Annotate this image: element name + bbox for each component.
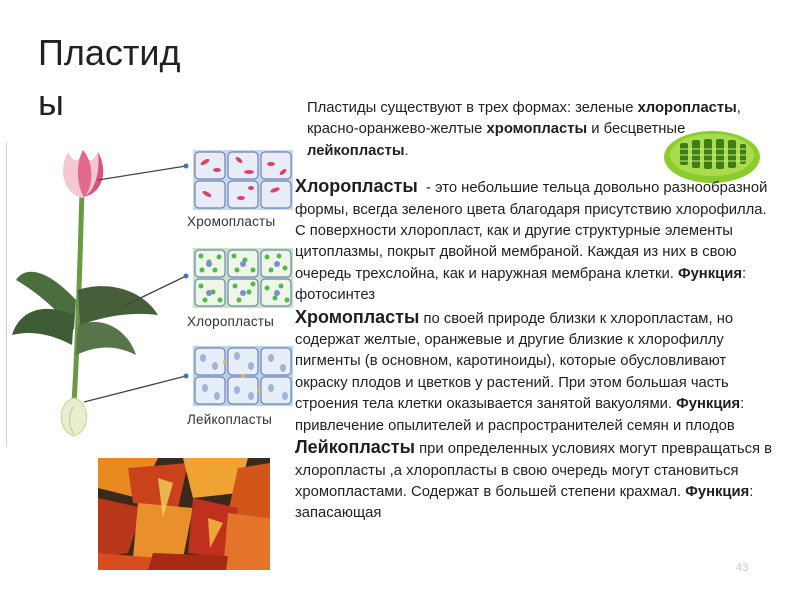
slide-title: Пластиды	[38, 32, 181, 123]
figure-border	[6, 142, 7, 447]
leucoplast-cells-image	[193, 346, 293, 406]
chromoplasts-body: по своей природе близки к хлоропластам, но содержат желтые, оранжевые и другие близкие к хлорофиллу пигменты (в основном, каротиноиды), которые обусловливают окраску плодов и цветков у растений. При этом большая часть строения тела клетки оказывается занятой вакуолями.	[295, 310, 734, 413]
chloroplasts-paragraph: Хлоропласты - это небольшие тельца довольно разнообразной формы, всегда зеленого цвета благодаря присутствию хлорофилла. С поверхности хлоропласт, как и другие структурные элементы цитоплазмы, покрыт двойной мембраной. Каждая из них в свою очередь трехслойна, как и наружная мембрана клетки. Функция: фотосинтез	[295, 176, 772, 304]
chloroplasts-function-text: фотосинтез	[295, 287, 376, 304]
leucoplasts-label: Лейкопласты	[187, 412, 273, 427]
leucoplasts-paragraph: Лейкопласты при определенных условиях могут превращаться в хлоропласты ,а хлоропласты в свою очередь могут становиться хромопластами. Содержат в большей степени крахмал. Функция: запасающая	[295, 437, 772, 522]
leucoplasts-function-label: Функция	[685, 483, 750, 500]
intro-chloro-term: хлоропласты	[637, 100, 737, 116]
leaf-left-lower-icon	[12, 309, 74, 345]
leucoplasts-function-text: запасающая	[295, 505, 382, 522]
bulb-icon	[61, 398, 87, 436]
chromoplast-cells-image	[193, 150, 293, 210]
intro-leuco-term: лейкопласты	[307, 142, 405, 159]
autumn-leaves-image	[98, 458, 270, 570]
chromoplasts-function-label: Функция	[676, 396, 741, 413]
chloroplasts-body: - это небольшие тельца довольно разнообразной формы, всегда зеленого цвета благодаря присутствию хлорофилла. С поверхности хлоропласт, как и другие структурные элементы цитоплазмы, покрыт двойной мембраной. Каждая из них в свою очередь трехслойна, как и наружная мембрана клетки.	[295, 180, 772, 282]
intro-text-2: , красно-оранжево-желтые	[307, 100, 741, 138]
chromoplasts-function-text: привлечение опылителей и распространителей семян и плодов	[295, 417, 735, 434]
chloroplasts-label: Хлоропласты	[187, 314, 275, 329]
leaf-right-lower-icon	[76, 322, 136, 355]
page-number: 43	[736, 562, 749, 574]
chromoplasts-label: Хромопласты	[187, 214, 276, 229]
intro-text-1: Пластиды существуют в трех формах: зеленые	[307, 100, 634, 116]
text-block	[295, 98, 773, 525]
intro-paragraph	[295, 98, 773, 162]
leaf-right-icon	[78, 286, 158, 325]
intro-chromo-term: хромопласты	[486, 121, 588, 138]
intro-text-3: и бесцветные	[591, 121, 686, 138]
leucoplasts-term: Лейкопласты	[295, 437, 415, 458]
chloroplasts-function-label: Функция	[677, 265, 742, 282]
intro-text-4: .	[404, 142, 409, 159]
chloroplast-cells-image	[193, 248, 293, 308]
leucoplasts-body: при определенных условиях могут превращаться в хлоропласты ,а хлоропласты в свою очередь могут становиться хромопластами. Содержат в большей степени крахмал.	[295, 441, 772, 500]
chromoplasts-term: Хромопласты	[295, 306, 420, 327]
chloroplasts-term: Хлоропласты	[295, 176, 418, 197]
plastid-figure	[8, 140, 293, 450]
chromoplasts-paragraph: Хромопласты по своей природе близки к хлоропластам, но содержат желтые, оранжевые и другие близкие к хлорофиллу пигменты (в основном, каротиноиды), которые обусловливают окраску плодов и цветков у растений. При этом большая часть строения тела клетки оказывается занятой вакуолями. Функция: привлечение опылителей и распространителей семян и плодов	[295, 306, 745, 434]
